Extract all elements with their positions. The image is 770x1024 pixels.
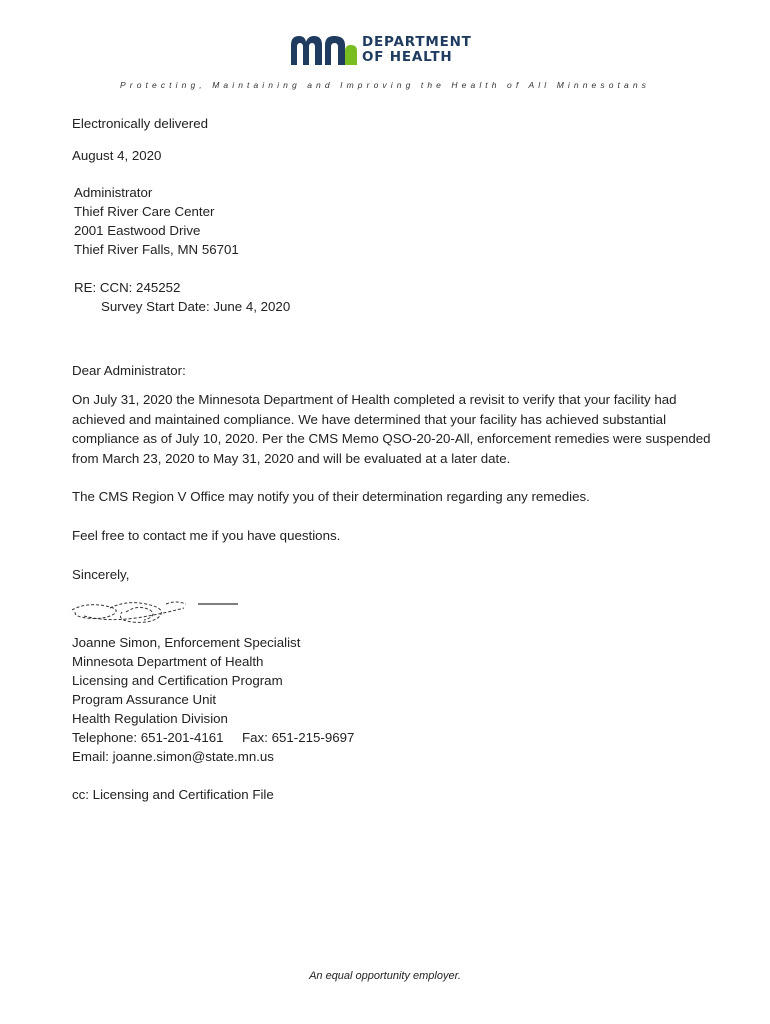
cc-line: cc: Licensing and Certification File (72, 787, 274, 802)
address-line: Thief River Falls, MN 56701 (74, 242, 239, 257)
closing: Sincerely, (72, 567, 130, 582)
footer-equal-opportunity: An equal opportunity employer. (309, 970, 461, 982)
signer-unit: Program Assurance Unit (72, 692, 217, 707)
handwritten-signature (66, 598, 242, 630)
logo-wordmark (362, 35, 472, 65)
tagline: Protecting, Maintaining and Improving the Health of All Minnesotans (120, 80, 650, 90)
mn-logo-icon (289, 33, 359, 67)
signer-name-title: Joanne Simon, Enforcement Specialist (72, 635, 301, 650)
signer-department: Minnesota Department of Health (72, 654, 264, 669)
salutation: Dear Administrator: (72, 363, 186, 378)
address-line: Thief River Care Center (74, 204, 215, 219)
body-paragraph: Feel free to contact me if you have questions. (72, 528, 341, 543)
signer-program: Licensing and Certification Program (72, 673, 283, 688)
body-paragraph: The CMS Region V Office may notify you of their determination regarding any remedies. (72, 489, 590, 504)
body-paragraph: On July 31, 2020 the Minnesota Department of Health completed a revisit to verify that your facility had achieved and maintained compliance. We have determined that your facility has achieved substantial compliance as of July 10, 2020. Per the CMS Memo QSO-20-20-All, enforcement remedies were suspended from March 23, 2020 to May 31, 2020 and will be evaluated at a later date. (72, 392, 711, 466)
letter-date: August 4, 2020 (72, 148, 162, 163)
delivery-method: Electronically delivered (72, 116, 208, 131)
signature-block (72, 633, 354, 766)
re-ccn: RE: CCN: 245252 (74, 280, 181, 295)
logo-line-department: DEPARTMENT (362, 34, 472, 50)
recipient-address (74, 183, 239, 259)
re-survey-date: Survey Start Date: June 4, 2020 (101, 299, 291, 314)
logo-line-of-health: OF HEALTH (362, 49, 453, 65)
address-line: 2001 Eastwood Drive (74, 223, 201, 238)
signer-phone-fax: Telephone: 651-201-4161 Fax: 651-215-9697 (72, 730, 355, 745)
signer-division: Health Regulation Division (72, 711, 228, 726)
signer-email: Email: joanne.simon@state.mn.us (72, 749, 274, 764)
address-line: Administrator (74, 185, 153, 200)
